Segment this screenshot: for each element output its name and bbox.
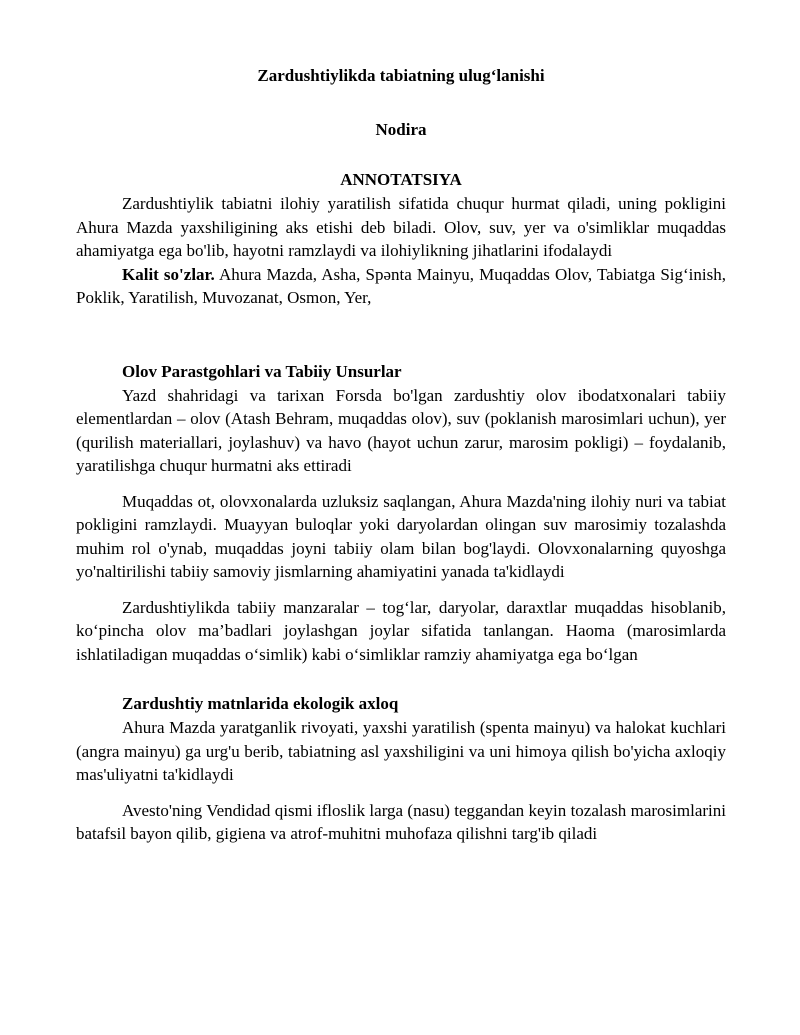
section-heading-fire-temples: Olov Parastgohlari va Tabiiy Unsurlar <box>122 361 402 381</box>
section2-paragraph-2: Avesto'ning Vendidad qismi ifloslik larga (nasu) teggandan keyin tozalash marosimlarini batafsil bayon qilib, gigiena va atrof-muhitni muhofaza qilishni targ'ib qiladi <box>76 800 726 843</box>
section1-paragraph-1: Yazd shahridagi va tarixan Forsda bo'lgan zardushtiy olov ibodatxonalari tabiiy elementlardan – olov (Atash Behram, muqaddas olov), suv (poklanish marosimlari uchun), yer (qurilish materiallari, joylashuv) va havo (hayot uchun zarur, marosim pokligi) – foydalanib, yaratilishga chuqur hurmatni aks ettiradi <box>76 385 726 475</box>
section-heading-ecological-ethics: Zardushtiy matnlarida ekologik axloq <box>122 694 399 713</box>
annotation-paragraph: Zardushtiylik tabiatni ilohiy yaratilish sifatida chuqur hurmat qiladi, uning pokligini Ahura Mazda yaxshiligining aks etishi deb biladi. Olov, suv, yer va o'simliklar muqaddas ahamiyatga ega bo'lib, hayotni ramzlaydi va ilohiylikning jihatlarini ifodalaydi <box>76 194 726 260</box>
keywords-paragraph <box>76 263 726 310</box>
document-page <box>76 60 726 846</box>
section2-paragraph-1: Ahura Mazda yaratganlik rivoyati, yaxshi yaratilish (spenta mainyu) va halokat kuchlari (angra mainyu) ga urg'u berib, tabiatning asl yaxshiligini va uni himoya qilish bo'yicha axloqiy mas'uliyatni ta'kidlaydi <box>76 718 726 784</box>
section1-paragraph-2: Muqaddas ot, olovxonalarda uzluksiz saqlangan, Ahura Mazda'ning ilohiy nuri va tabiat pokligini ramzlaydi. Muayyan buloqlar yoki daryolardan olingan suv marosimiy tozalashda muhim rol o'ynab, muqaddas joyni tabiiy olam bilan bog'laydi. Olovxonalarning quyoshga yo'naltirilishi tabiiy samoviy jismlarning ahamiyatini yanada ta'kidlaydi <box>76 491 726 581</box>
document-title: Zardushtiylikda tabiatning ulug‘lanishi <box>257 66 545 85</box>
author-name: Nodira <box>375 120 427 139</box>
keywords-list: Ahura Mazda, Asha, Spənta Mainyu, Muqaddas Olov, Tabiatga Sig‘inish, Poklik, Yaratilish, Muvozanat, Osmon, Yer, <box>76 264 726 307</box>
annotation-heading: ANNOTATSIYA <box>340 170 462 189</box>
section1-paragraph-3: Zardushtiylikda tabiiy manzaralar – tog‘lar, daryolar, daraxtlar muqaddas hisoblanib, ko‘pincha olov ma’badlari joylashgan joylar sifatida tanlangan. Haoma (marosimlarda ishlatiladigan muqaddas o‘simlik) kabi o‘simliklar ramziy ahamiyatga ega bo‘lgan <box>76 597 726 664</box>
keywords-label: Kalit so'zlar. <box>122 264 215 284</box>
